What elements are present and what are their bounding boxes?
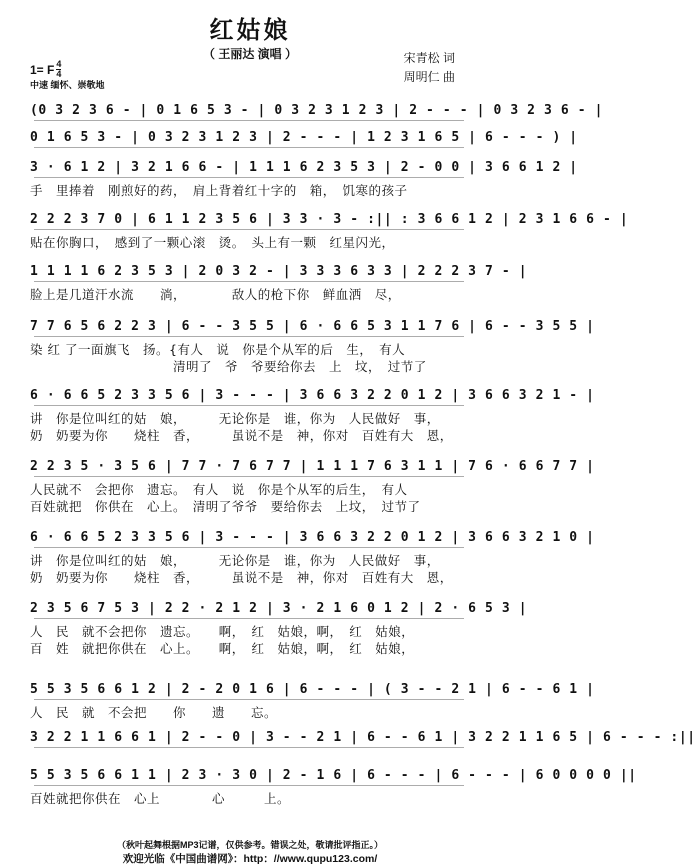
notation-row: 2 3 5 6 7 5 3 | 2 2 · 2 1 2 | 3 · 2 1 6 0 1 2 | 2 · 6 5 3 | — [30, 601, 528, 616]
lyric-line: 百姓就把 你供在 心上。 清明了爷爷 要给你去 上坟， 过节了 — [30, 499, 421, 514]
beam-line — [34, 120, 464, 121]
notation-row: 3 · 6 1 2 | 3 2 1 6 6 - | 1 1 1 6 2 3 5 3 | 2 - 0 0 | 3 6 6 1 2 | — [30, 160, 578, 175]
footer-note: （秋叶起舞根据MP3记谱，仅供参考。错误之处，敬请批评指正。） — [116, 840, 383, 850]
beam-line — [34, 177, 464, 178]
notation-row: 5 5 3 5 6 6 1 1 | 2 3 · 3 0 | 2 - 1 6 | 6 - - - | 6 - - - | 6 0 0 0 0 || — [30, 768, 637, 783]
time-bottom: 4 — [56, 69, 62, 79]
lyric-line: 手 里捧着 刚煎好的药， 肩上背着红十字的 箱， 饥寒的孩子 — [30, 183, 408, 198]
lyric-line: 讲 你是位叫红的姑 娘， 无论你是 谁，你为 人民做好 事， — [30, 553, 440, 568]
beam-line — [34, 476, 464, 477]
notation-row: 5 5 3 5 6 6 1 2 | 2 - 2 0 1 6 | 6 - - - | ( 3 - - 2 1 | 6 - - 6 1 | — [30, 682, 595, 697]
song-title: 红姑娘 — [209, 16, 291, 44]
key-signature — [30, 60, 61, 79]
lyric-line: 讲 你是位叫红的姑 娘， 无论你是 谁，你为 人民做好 事， — [30, 411, 440, 426]
beam-line — [34, 547, 464, 548]
composer-credit: 周明仁 曲 — [403, 70, 455, 84]
beam-line — [34, 405, 464, 406]
notation-row: 2 2 2 3 7 0 | 6 1 1 2 3 5 6 | 3 3 · 3 - :|| : 3 6 6 1 2 | 2 3 1 6 6 - | — [30, 212, 629, 227]
notation-row: (0 3 2 3 6 - | 0 1 6 5 3 - | 0 3 2 3 1 2 3 | 2 - - - | 0 3 2 3 6 - | — [30, 103, 604, 118]
lyric-line: 人 民 就 不会把 你 遗 忘。 — [30, 705, 278, 720]
lyric-line: 人民就不 会把你 遗忘。 有人 说 你是个从军的后生， 有人 — [30, 482, 408, 497]
notation-row: 0 1 6 5 3 - | 0 3 2 3 1 2 3 | 2 - - - | 1 2 3 1 6 5 | 6 - - - ) | — [30, 130, 578, 145]
lyric-line: 百 姓 就把你供在 心上。 啊， 红 姑娘，啊， 红 姑娘， — [30, 641, 415, 656]
beam-line — [34, 229, 464, 230]
beam-line — [34, 785, 464, 786]
beam-line — [34, 618, 464, 619]
time-signature — [56, 60, 61, 79]
notation-row: 6 · 6 6 5 2 3 3 5 6 | 3 - - - | 3 6 6 3 2 2 0 1 2 | 3 6 6 3 2 1 0 | — [30, 530, 595, 545]
lyric-line: 奶 奶要为你 烧柱 香， 虽说不是 神，你对 百姓有大 恩， — [30, 428, 453, 443]
lyric-line: 脸上是几道汗水流 淌， 敌人的枪下你 鲜血洒 尽， — [30, 287, 401, 302]
beam-line — [34, 147, 464, 148]
notation-row: 3 2 2 1 1 6 6 1 | 2 - - 0 | 3 - - 2 1 | 6 - - 6 1 | 3 2 2 1 1 6 5 | 6 - - - :|| — [30, 730, 696, 745]
lyric-line: 奶 奶要为你 烧柱 香， 虽说不是 神，你对 百姓有大 恩， — [30, 570, 453, 585]
time-top: 4 — [56, 59, 62, 69]
lyric-line: 染 红 了一面旗飞 扬。{有人 说 你是个从军的后 生， 有人 — [30, 342, 406, 357]
performer: （ 王丽达 演唱 ） — [202, 47, 297, 61]
lyric-line: 清明了 爷 爷要给你去 上 坟， 过节了 — [30, 359, 427, 374]
lyricist-credit: 宋青松 词 — [403, 51, 455, 65]
lyric-line: 百姓就把你供在 心上 心 上。 — [30, 791, 291, 806]
beam-line — [34, 699, 464, 700]
key-label: 1= F — [30, 62, 55, 77]
beam-line — [34, 336, 464, 337]
notation-row: 1 1 1 1 6 2 3 5 3 | 2 0 3 2 - | 3 3 3 6 3 3 | 2 2 2 3 7 - | — [30, 264, 528, 279]
notation-row: 6 · 6 6 5 2 3 3 5 6 | 3 - - - | 3 6 6 3 2 2 0 1 2 | 3 6 6 3 2 1 - | — [30, 388, 595, 403]
footer-site: 欢迎光临《中国曲谱网》：http：//www.qupu123.com/ — [122, 853, 378, 865]
lyric-line: 贴在你胸口， 感到了一颗心滚 烫。 头上有一颗 红星闪光， — [30, 235, 395, 250]
lyric-line: 人 民 就不会把你 遗忘。 啊， 红 姑娘，啊， 红 姑娘， — [30, 624, 415, 639]
notation-row: 7 7 6 5 6 2 2 3 | 6 - - 3 5 5 | 6 · 6 6 5 3 1 1 7 6 | 6 - - 3 5 5 | — [30, 319, 595, 334]
beam-line — [34, 747, 464, 748]
tempo-marking: 中速 缅怀、崇敬地 — [30, 80, 105, 90]
beam-line — [34, 281, 464, 282]
notation-row: 2 2 3 5 · 3 5 6 | 7 7 · 7 6 7 7 | 1 1 1 7 6 3 1 1 | 7 6 · 6 6 7 7 | — [30, 459, 595, 474]
